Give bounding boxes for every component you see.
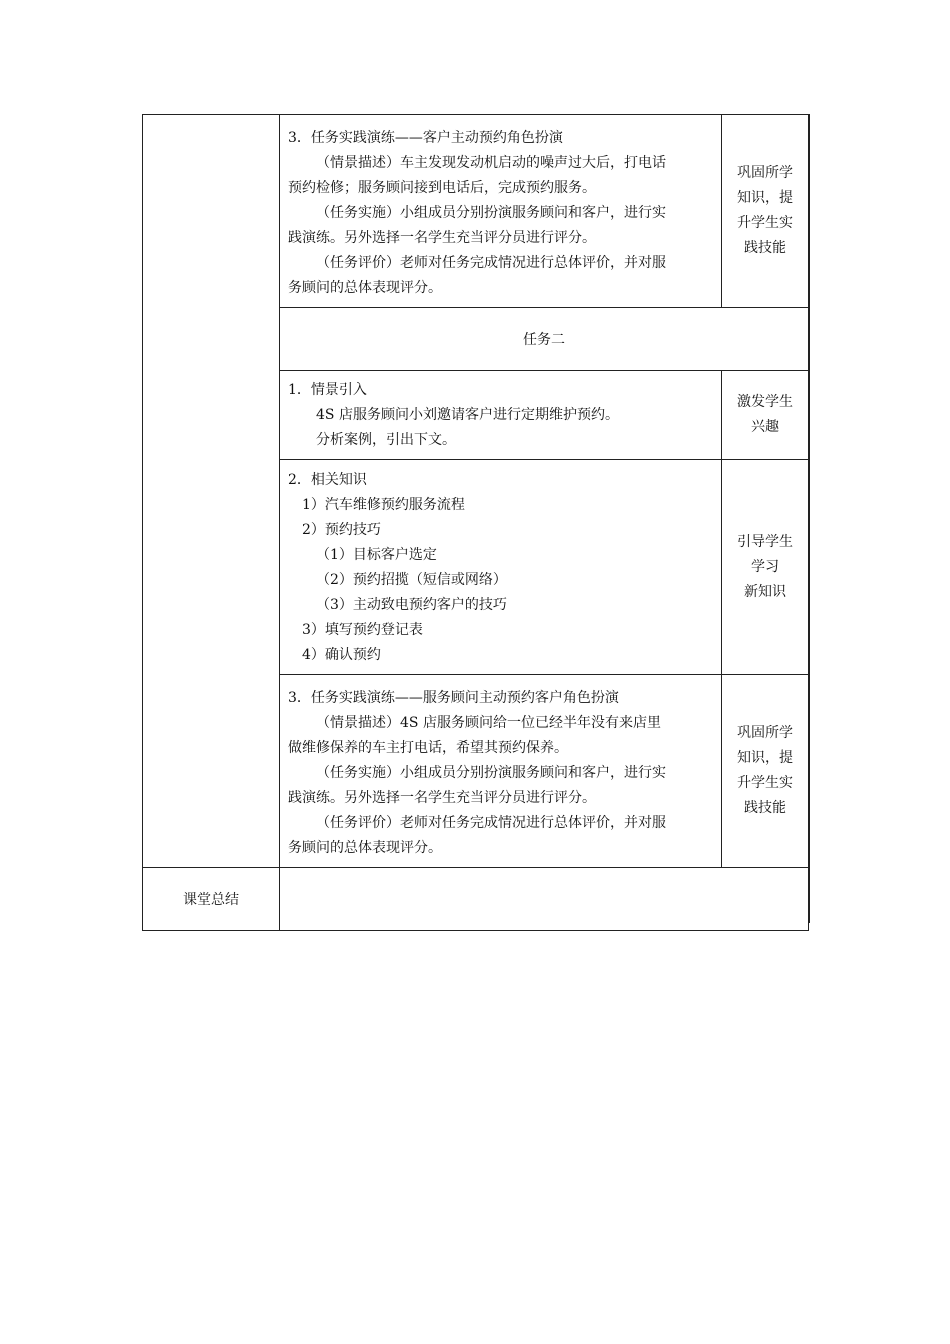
task2-impl-line2: 践演练。另外选择一名学生充当评分员进行评分。 xyxy=(288,790,596,806)
summary-label: 课堂总结 xyxy=(143,868,280,931)
task2-knowledge-cell xyxy=(280,460,722,675)
task1-eval-line1: （任务评价）老师对任务完成情况进行总体评价，并对服 xyxy=(316,255,666,271)
list-item: 2）预约技巧 xyxy=(302,522,381,538)
table-row xyxy=(143,868,809,931)
task2-intro-line2: 分析案例，引出下文。 xyxy=(316,431,456,448)
task2-knowledge-note-cell xyxy=(722,460,809,675)
note-line: 引导学生 xyxy=(737,533,793,550)
task2-eval-line2: 务顾问的总体表现评分。 xyxy=(288,840,442,856)
task2-desc-line2: 做维修保养的车主打电话，希望其预约保养。 xyxy=(288,740,568,756)
task2-practice-note-cell xyxy=(722,675,809,868)
task1-practice-title: 3．任务实践演练——客户主动预约角色扮演 xyxy=(288,130,563,146)
task2-knowledge-title: 2．相关知识 xyxy=(288,472,367,488)
task2-header: 任务二 xyxy=(280,308,809,371)
task1-desc-line1: （情景描述）车主发现发动机启动的噪声过大后，打电话 xyxy=(316,155,666,171)
task2-intro-cell xyxy=(280,371,722,460)
summary-content-cell xyxy=(280,868,809,931)
note-line: 兴趣 xyxy=(751,419,779,435)
note-line: 巩固所学 xyxy=(737,165,793,181)
task2-intro-line1: 4S 店服务顾问小刘邀请客户进行定期维护预约。 xyxy=(316,406,619,423)
task2-impl-line1: （任务实施）小组成员分别扮演服务顾问和客户，进行实 xyxy=(316,765,666,781)
list-item: 3）填写预约登记表 xyxy=(302,622,423,638)
note-line: 践技能 xyxy=(744,240,786,256)
note-line: 激发学生 xyxy=(737,394,793,410)
task2-practice-cell xyxy=(280,675,722,868)
note-line: 学习 xyxy=(751,558,779,575)
note-line: 践技能 xyxy=(744,800,786,816)
table-row xyxy=(143,115,809,308)
stage-label-cell xyxy=(143,115,280,868)
note-line: 新知识 xyxy=(744,583,786,600)
note-line: 知识，提 xyxy=(737,190,793,206)
task1-impl-line2: 践演练。另外选择一名学生充当评分员进行评分。 xyxy=(288,230,596,246)
list-item: （1）目标客户选定 xyxy=(316,547,437,563)
list-item: （2）预约招揽（短信或网络） xyxy=(316,572,507,588)
task1-eval-line2: 务顾问的总体表现评分。 xyxy=(288,280,442,296)
note-line: 升学生实 xyxy=(737,775,793,791)
task2-intro-title: 1．情景引入 xyxy=(288,381,367,398)
task1-impl-line1: （任务实施）小组成员分别扮演服务顾问和客户，进行实 xyxy=(316,205,666,221)
task2-intro-note-cell xyxy=(722,371,809,460)
task2-eval-line1: （任务评价）老师对任务完成情况进行总体评价，并对服 xyxy=(316,815,666,831)
task1-practice-cell xyxy=(280,115,722,308)
lesson-plan-table xyxy=(142,114,809,931)
list-item: 1）汽车维修预约服务流程 xyxy=(302,497,465,513)
note-line: 巩固所学 xyxy=(737,725,793,741)
task2-practice-title: 3．任务实践演练——服务顾问主动预约客户角色扮演 xyxy=(288,690,619,706)
task1-desc-line2: 预约检修；服务顾问接到电话后，完成预约服务。 xyxy=(288,180,596,196)
note-line: 升学生实 xyxy=(737,215,793,231)
list-item: 4）确认预约 xyxy=(302,647,381,663)
task1-practice-note-cell xyxy=(722,115,809,308)
task2-desc-line1: （情景描述）4S 店服务顾问给一位已经半年没有来店里 xyxy=(316,715,661,731)
note-line: 知识，提 xyxy=(737,750,793,766)
list-item: （3）主动致电预约客户的技巧 xyxy=(316,597,507,613)
